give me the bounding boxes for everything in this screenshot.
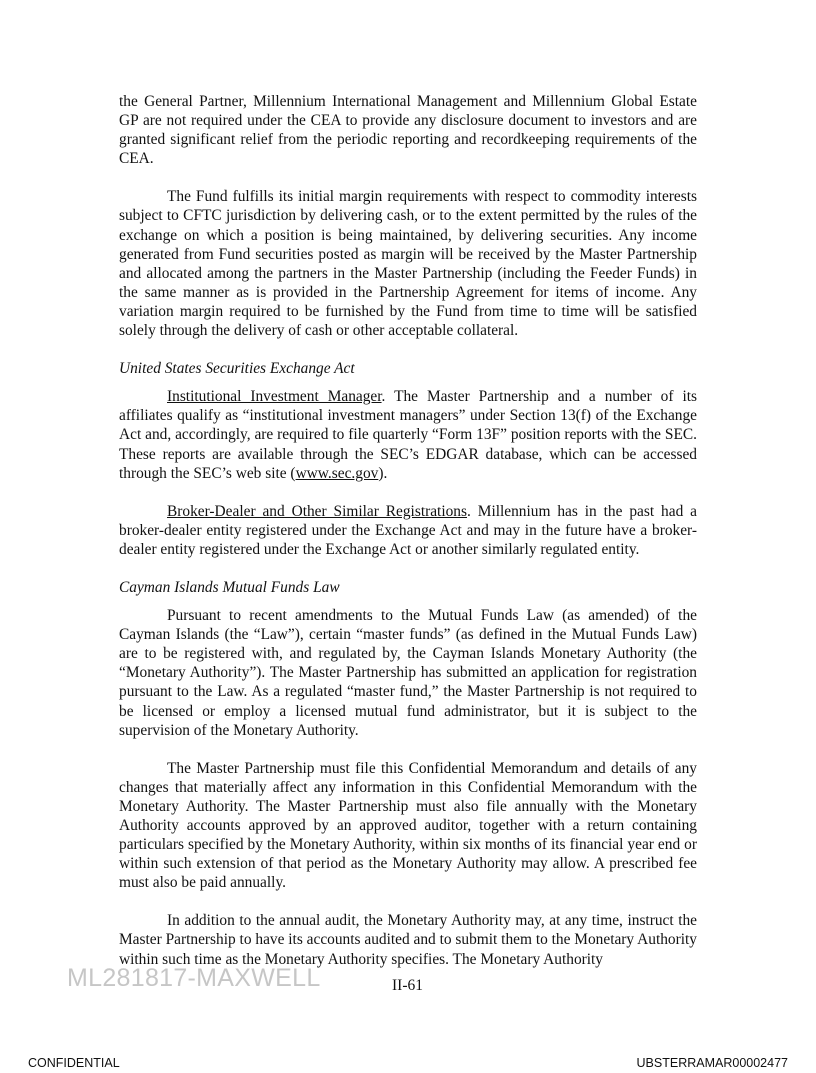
- document-id: UBSTERRAMAR00002477: [636, 1056, 788, 1070]
- section-heading-cayman-mutual-funds: Cayman Islands Mutual Funds Law: [119, 578, 340, 596]
- paragraph-margin-requirements: The Fund fulfills its initial margin requirements with respect to commodity interests subject to CFTC jurisdiction by delivering cash, or to the extent permitted by the rules of the exchange on which a position is being maintained, by delivering securities. Any income generated from Fund securities posted as margin will be received by the Master Partnership and allocated among the partners in the Master Partnership (including the Feeder Funds) in the same manner as is provided in the Partnership Agreement for items of income. Any variation margin required to be furnished by the Fund from time to time will be satisfied solely through the delivery of cash or other acceptable collateral.: [119, 188, 697, 340]
- page-number: II-61: [392, 977, 423, 994]
- run-in-title-institutional-investment-manager: Institutional Investment Manager: [167, 388, 382, 406]
- paragraph-text: . The Master Partnership and a number of its affiliates qualify as “institutional investment managers” under Section 13(f) of the Exchange Act and, accordingly, are required to file quarterly “Form 13F” position reports with the SEC. These reports are available through the SEC’s EDGAR database, which can be accessed through the SEC’s web site (: [119, 388, 698, 482]
- section-heading-us-exchange-act: United States Securities Exchange Act: [119, 360, 355, 378]
- sec-website-link[interactable]: www.sec.gov: [295, 464, 379, 482]
- paragraph-cayman-filing: The Master Partnership must file this Confidential Memorandum and details of any changes that materially affect any information in this Confidential Memorandum with the Monetary Authority. The Master Partnership must also file annually with the Monetary Authority accounts approved by an approved auditor, together with a return containing particulars specified by the Monetary Authority, within six months of its financial year end or within such extension of that period as the Monetary Authority may allow. A prescribed fee must also be paid annually.: [119, 759, 697, 892]
- run-in-title-broker-dealer: Broker-Dealer and Other Similar Registrations: [167, 502, 467, 520]
- paragraph-institutional-investment-manager: [119, 387, 697, 482]
- paragraph-cayman-audit: In addition to the annual audit, the Monetary Authority may, at any time, instruct the Master Partnership to have its accounts audited and to submit them to the Monetary Authority within such time as the Monetary Authority specifies. The Monetary Authority: [119, 912, 697, 968]
- page-body: [119, 92, 697, 969]
- confidential-label: CONFIDENTIAL: [28, 1056, 120, 1070]
- paragraph-cayman-registration: Pursuant to recent amendments to the Mutual Funds Law (as amended) of the Cayman Islands (the “Law”), certain “master funds” (as defined in the Mutual Funds Law) are to be registered with, and regulated by, the Cayman Islands Monetary Authority (the “Monetary Authority”). The Master Partnership has submitted an application for registration pursuant to the Law. As a regulated “master fund,” the Master Partnership is not required to be licensed or employ a licensed mutual fund administrator, but it is subject to the supervision of the Monetary Authority.: [119, 607, 697, 739]
- bates-stamp: ML281817-MAXWELL: [67, 964, 321, 992]
- paragraph-text-end: ).: [378, 464, 388, 482]
- paragraph-cea-relief: the General Partner, Millennium International Management and Millennium Global Estate GP are not required under the CEA to provide any disclosure document to investors and are granted significant relief from the periodic reporting and recordkeeping requirements of the CEA.: [119, 93, 697, 168]
- paragraph-text: . Millennium has in the past had a broker-dealer entity registered under the Exchange Act and may in the future have a broker-dealer entity registered under the Exchange Act or another similarly regulated entity.: [119, 502, 698, 558]
- paragraph-broker-dealer: [119, 502, 697, 559]
